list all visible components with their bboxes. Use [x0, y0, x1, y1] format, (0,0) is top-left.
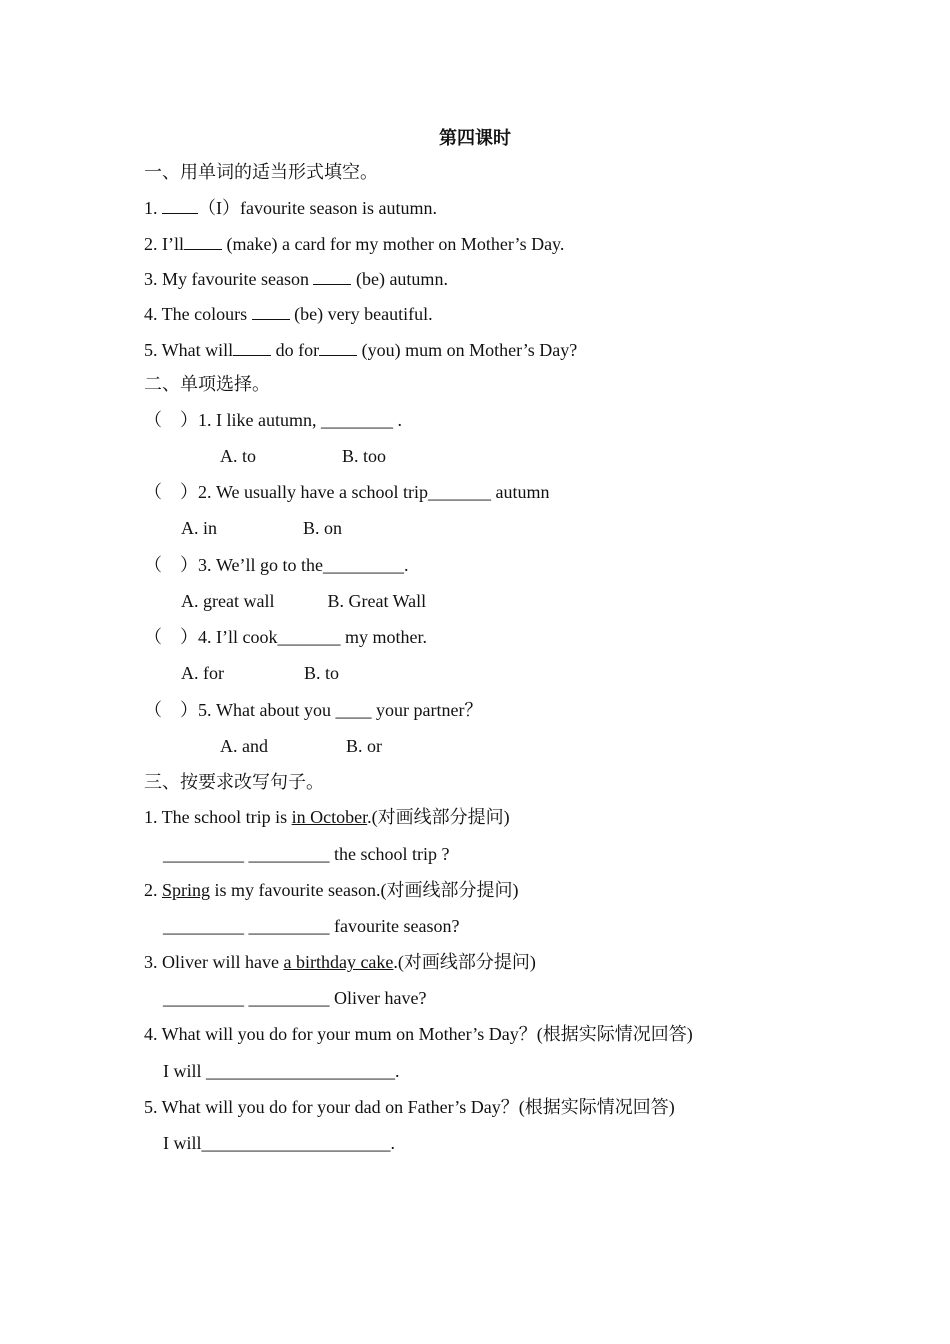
option-a[interactable]: A. in: [181, 518, 217, 538]
choice-options-2: [181, 516, 342, 540]
answer-paren[interactable]: （ ）: [144, 482, 198, 502]
rewrite-question-4: 4. What will you do for your mum on Mother’s Day？(根据实际情况回答): [144, 1024, 693, 1044]
section3-heading: 三、按要求改写句子。: [144, 772, 324, 792]
choice-question-1: （ ）1. I like autumn, ________ .: [144, 410, 402, 430]
answer-blank[interactable]: [184, 231, 222, 250]
choice-question-3: （ ）3. We’ll go to the_________.: [144, 555, 409, 575]
choice-question-5: （ ）5. What about you ____ your partner？: [144, 700, 483, 720]
rewrite-answer-4[interactable]: I will _____________________.: [163, 1061, 400, 1081]
option-b[interactable]: B. Great Wall: [327, 591, 427, 611]
answer-paren[interactable]: （ ）: [144, 627, 198, 647]
choice-options-5: [220, 734, 382, 758]
fill-item-4: 4. The colours (be) very beautiful.: [144, 301, 433, 326]
choice-options-4: [181, 661, 339, 685]
fill-item-3: 3. My favourite season (be) autumn.: [144, 266, 448, 291]
choice-options-3: [181, 589, 426, 613]
answer-paren[interactable]: （ ）: [144, 410, 198, 430]
rewrite-question-3: 3. Oliver will have a birthday cake.(对画线部分提问): [144, 952, 536, 972]
answer-paren[interactable]: （ ）: [144, 700, 198, 720]
option-a[interactable]: A. great wall: [181, 591, 275, 611]
underlined-phrase: Spring: [162, 880, 211, 900]
underlined-phrase: in October: [291, 807, 368, 827]
fill-item-1: 1. （I）favourite season is autumn.: [144, 195, 437, 220]
underlined-phrase: a birthday cake: [283, 952, 394, 972]
answer-blank[interactable]: [313, 266, 351, 285]
answer-blank[interactable]: [252, 301, 290, 320]
fill-item-2: 2. I’ll (make) a card for my mother on Mother’s Day.: [144, 231, 564, 256]
section1-heading: 一、用单词的适当形式填空。: [144, 162, 378, 182]
rewrite-question-1: 1. The school trip is in October.(对画线部分提问): [144, 807, 510, 827]
choice-options-1: [220, 444, 386, 468]
option-a[interactable]: A. for: [181, 663, 224, 683]
page-title: 第四课时: [439, 128, 511, 148]
choice-question-2: （ ）2. We usually have a school trip_______ autumn: [144, 482, 550, 502]
option-b[interactable]: B. or: [346, 736, 382, 756]
rewrite-answer-5[interactable]: I will_____________________.: [163, 1133, 395, 1153]
choice-question-4: （ ）4. I’ll cook_______ my mother.: [144, 627, 427, 647]
option-a[interactable]: A. to: [220, 446, 256, 466]
option-a[interactable]: A. and: [220, 736, 268, 756]
option-b[interactable]: B. to: [304, 663, 340, 683]
answer-paren[interactable]: （ ）: [144, 555, 198, 575]
rewrite-answer-3[interactable]: _________ _________ Oliver have?: [163, 988, 427, 1008]
section2-heading: 二、单项选择。: [144, 374, 270, 394]
rewrite-question-2: 2. Spring is my favourite season.(对画线部分提问): [144, 880, 519, 900]
rewrite-question-5: 5. What will you do for your dad on Father’s Day？(根据实际情况回答): [144, 1097, 675, 1117]
fill-item-5: 5. What will do for (you) mum on Mother’s Day?: [144, 337, 577, 362]
option-b[interactable]: B. too: [342, 446, 387, 466]
rewrite-answer-1[interactable]: _________ _________ the school trip ?: [163, 844, 450, 864]
answer-blank[interactable]: [319, 337, 357, 356]
answer-blank[interactable]: [162, 195, 198, 214]
option-b[interactable]: B. on: [303, 518, 343, 538]
rewrite-answer-2[interactable]: _________ _________ favourite season?: [163, 916, 460, 936]
answer-blank[interactable]: [233, 337, 271, 356]
